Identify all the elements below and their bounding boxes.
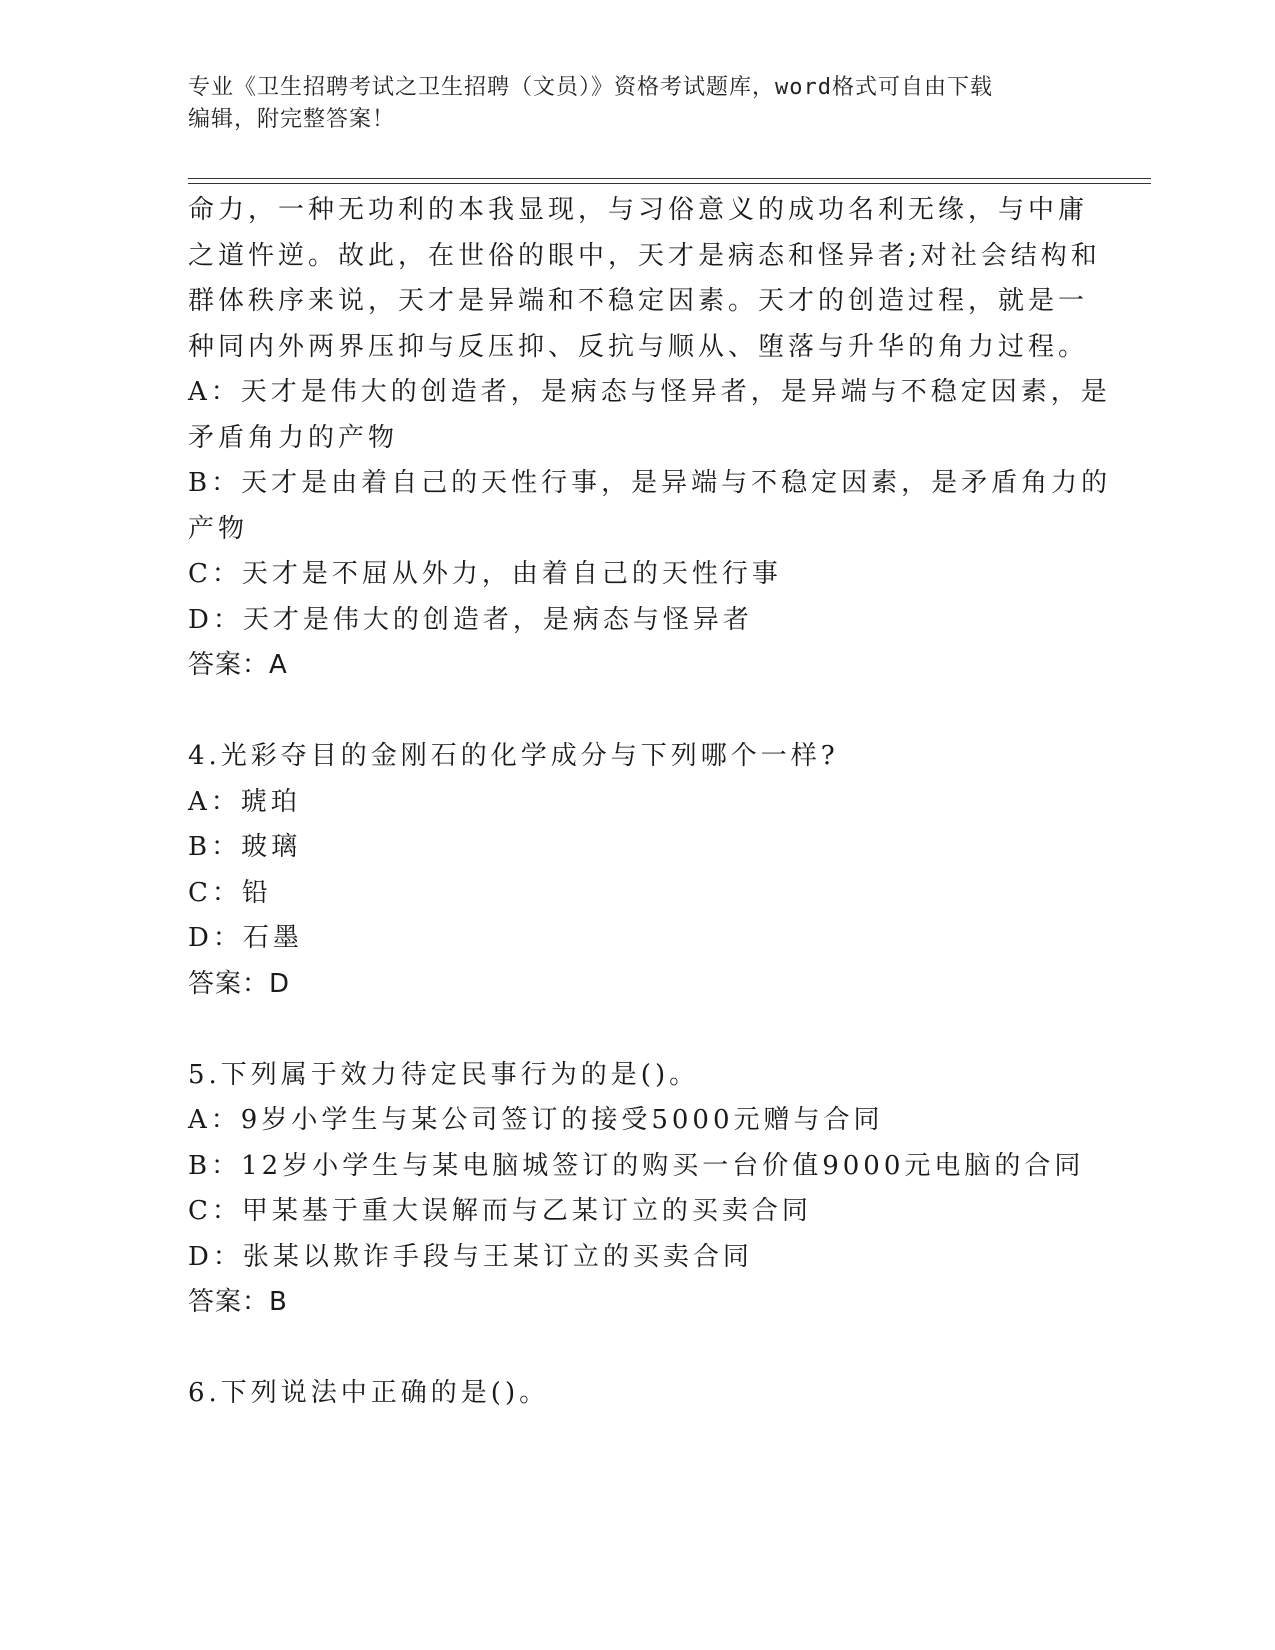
option-a: A：琥珀	[188, 786, 301, 817]
option-a: A：9岁小学生与某公司签订的接受5000元赠与合同	[188, 1105, 884, 1135]
question-4	[188, 734, 1088, 1007]
option-d: D：天才是伟大的创造者，是病态与怪异者	[188, 604, 753, 635]
answer: 答案：B	[188, 1287, 288, 1317]
spacer	[188, 1326, 1088, 1372]
question-5	[188, 1053, 1088, 1326]
option-c: C：铅	[188, 877, 272, 908]
question-text-line: 命力，一种无功利的本我显现，与习俗意义的成功名利无缘，与中庸	[188, 195, 1089, 225]
question-3-continued	[188, 188, 1112, 689]
option-b: B：玻璃	[188, 832, 302, 862]
option-d: D：张某以欺诈手段与王某订立的买卖合同	[188, 1241, 753, 1272]
header-line-1: 专业《卫生招聘考试之卫生招聘（文员）》资格考试题库，word格式可自由下载	[188, 75, 993, 100]
question-text: 6.下列说法中正确的是()。	[188, 1378, 550, 1408]
option-c: C：甲某基于重大误解而与乙某订立的买卖合同	[188, 1196, 812, 1226]
option-a: A：天才是伟大的创造者，是病态与怪异者，是异端与不稳定因素，是	[188, 377, 1111, 407]
question-text: 5.下列属于效力待定民事行为的是()。	[188, 1059, 700, 1090]
question-text: 4.光彩夺目的金刚石的化学成分与下列哪个一样?	[188, 741, 839, 771]
question-text-line: 种同内外两界压抑与反压抑、反抗与顺从、堕落与升华的角力过程。	[188, 331, 1089, 362]
option-a-continued: 矛盾角力的产物	[188, 422, 399, 453]
header-divider-top	[188, 178, 1151, 179]
spacer	[188, 1007, 1088, 1053]
question-text-line: 群体秩序来说，天才是异端和不稳定因素。天才的创造过程，就是一	[188, 286, 1089, 316]
document-body	[188, 188, 1112, 1417]
option-b: B：天才是由着自己的天性行事，是异端与不稳定因素，是矛盾角力的	[188, 468, 1112, 498]
option-d: D：石墨	[188, 923, 303, 953]
option-c: C：天才是不屈从外力，由着自己的天性行事	[188, 559, 782, 589]
question-text-line: 之道忤逆。故此，在世俗的眼中，天才是病态和怪异者;对社会结构和	[188, 240, 1101, 271]
answer: 答案：A	[188, 650, 288, 680]
spacer	[188, 689, 1088, 735]
answer: 答案：D	[188, 968, 291, 999]
document-header	[188, 72, 1088, 136]
header-line-2: 编辑，附完整答案！	[188, 107, 396, 132]
option-b: B：12岁小学生与某电脑城签订的购买一台价值9000元电脑的合同	[188, 1150, 1085, 1181]
question-6	[188, 1371, 1088, 1417]
header-divider-bottom	[188, 183, 1151, 184]
option-b-continued: 产物	[188, 513, 249, 544]
